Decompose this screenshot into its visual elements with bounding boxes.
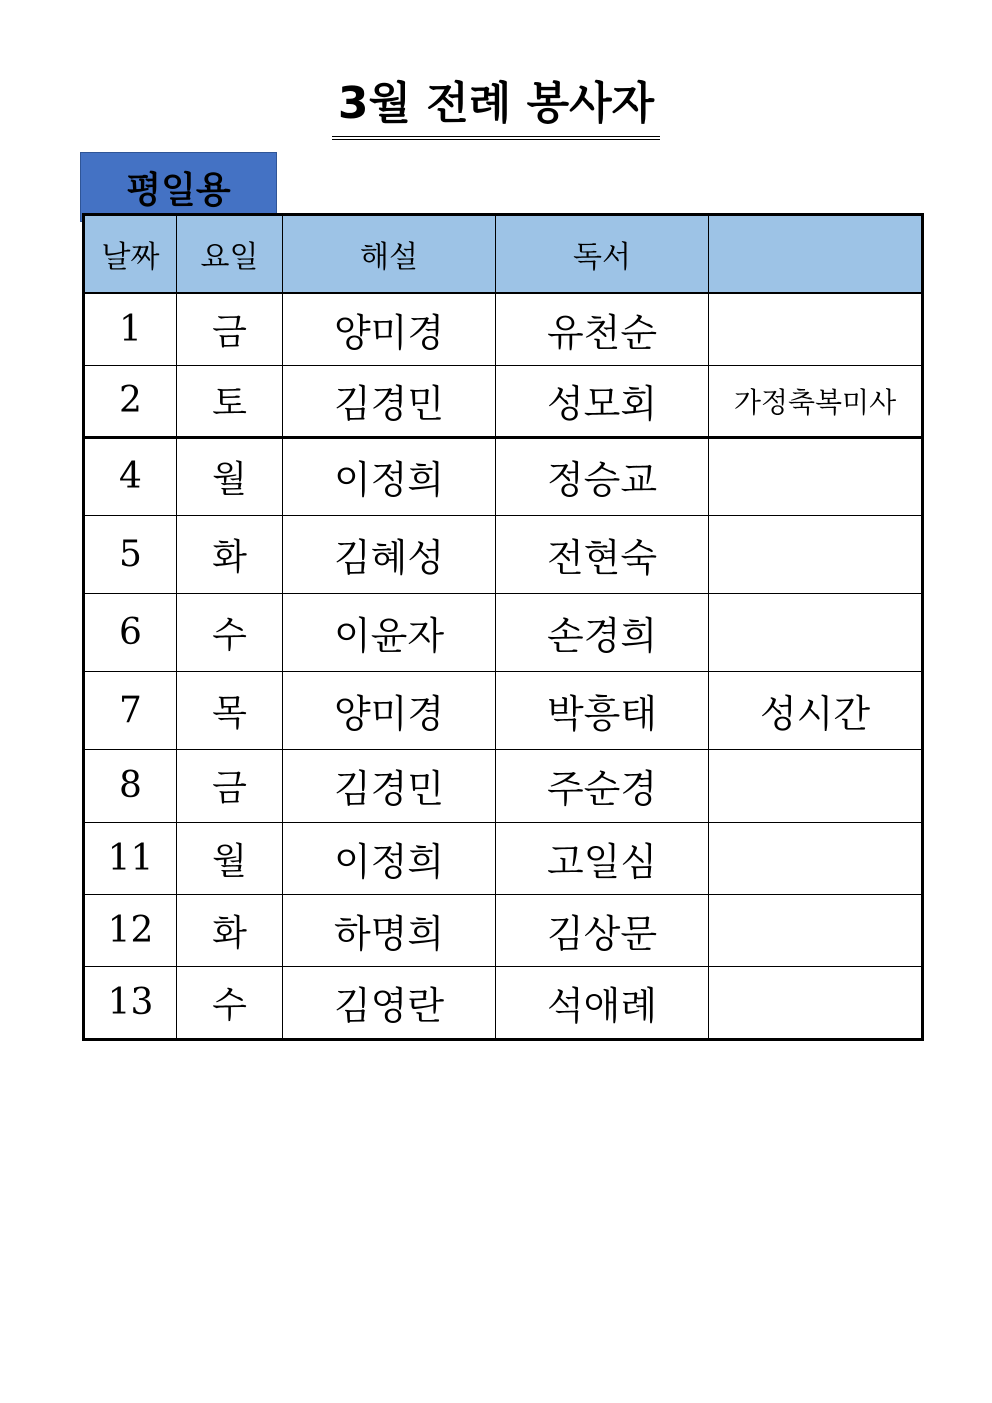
day-cell: 월 (177, 822, 283, 894)
commentator-cell: 이정희 (283, 437, 496, 515)
table-row (84, 894, 923, 966)
table-row (84, 437, 923, 515)
header-date: 날짜 (84, 215, 177, 294)
table-row (84, 293, 923, 365)
day-cell: 금 (177, 749, 283, 822)
note-cell (709, 515, 923, 593)
commentator-cell: 양미경 (283, 671, 496, 749)
page-title (0, 74, 992, 140)
header-row (84, 215, 923, 294)
reader-cell: 유천순 (496, 293, 709, 365)
day-cell: 목 (177, 671, 283, 749)
note-cell (709, 966, 923, 1039)
day-cell: 금 (177, 293, 283, 365)
table-row (84, 822, 923, 894)
page-title-text: 3월 전례 봉사자 (332, 74, 660, 140)
reader-cell: 석애례 (496, 966, 709, 1039)
day-cell: 수 (177, 966, 283, 1039)
date-cell: 11 (84, 822, 177, 894)
day-cell: 토 (177, 365, 283, 437)
weekday-tag: 평일용 (80, 152, 277, 222)
reader-cell: 김상문 (496, 894, 709, 966)
note-cell: 가정축복미사 (709, 365, 923, 437)
note-cell (709, 437, 923, 515)
header-commentator: 해설 (283, 215, 496, 294)
commentator-cell: 김경민 (283, 365, 496, 437)
date-cell: 13 (84, 966, 177, 1039)
date-cell: 1 (84, 293, 177, 365)
note-cell (709, 822, 923, 894)
date-cell: 7 (84, 671, 177, 749)
note-cell (709, 894, 923, 966)
date-cell: 4 (84, 437, 177, 515)
reader-cell: 성모회 (496, 365, 709, 437)
schedule-table (82, 213, 924, 1041)
day-cell: 화 (177, 894, 283, 966)
reader-cell: 주순경 (496, 749, 709, 822)
reader-cell: 손경희 (496, 593, 709, 671)
day-cell: 수 (177, 593, 283, 671)
date-cell: 2 (84, 365, 177, 437)
table-row (84, 671, 923, 749)
note-cell (709, 749, 923, 822)
commentator-cell: 김혜성 (283, 515, 496, 593)
day-cell: 화 (177, 515, 283, 593)
table-row (84, 749, 923, 822)
table-row (84, 515, 923, 593)
commentator-cell: 이윤자 (283, 593, 496, 671)
reader-cell: 고일심 (496, 822, 709, 894)
note-cell (709, 593, 923, 671)
day-cell: 월 (177, 437, 283, 515)
date-cell: 6 (84, 593, 177, 671)
header-day: 요일 (177, 215, 283, 294)
commentator-cell: 김경민 (283, 749, 496, 822)
commentator-cell: 하명희 (283, 894, 496, 966)
commentator-cell: 김영란 (283, 966, 496, 1039)
reader-cell: 정승교 (496, 437, 709, 515)
date-cell: 12 (84, 894, 177, 966)
header-reader: 독서 (496, 215, 709, 294)
commentator-cell: 양미경 (283, 293, 496, 365)
table-row (84, 593, 923, 671)
date-cell: 8 (84, 749, 177, 822)
header-note (709, 215, 923, 294)
table-row (84, 966, 923, 1039)
table-row (84, 365, 923, 437)
reader-cell: 박흥태 (496, 671, 709, 749)
note-cell: 성시간 (709, 671, 923, 749)
note-cell (709, 293, 923, 365)
reader-cell: 전현숙 (496, 515, 709, 593)
date-cell: 5 (84, 515, 177, 593)
commentator-cell: 이정희 (283, 822, 496, 894)
